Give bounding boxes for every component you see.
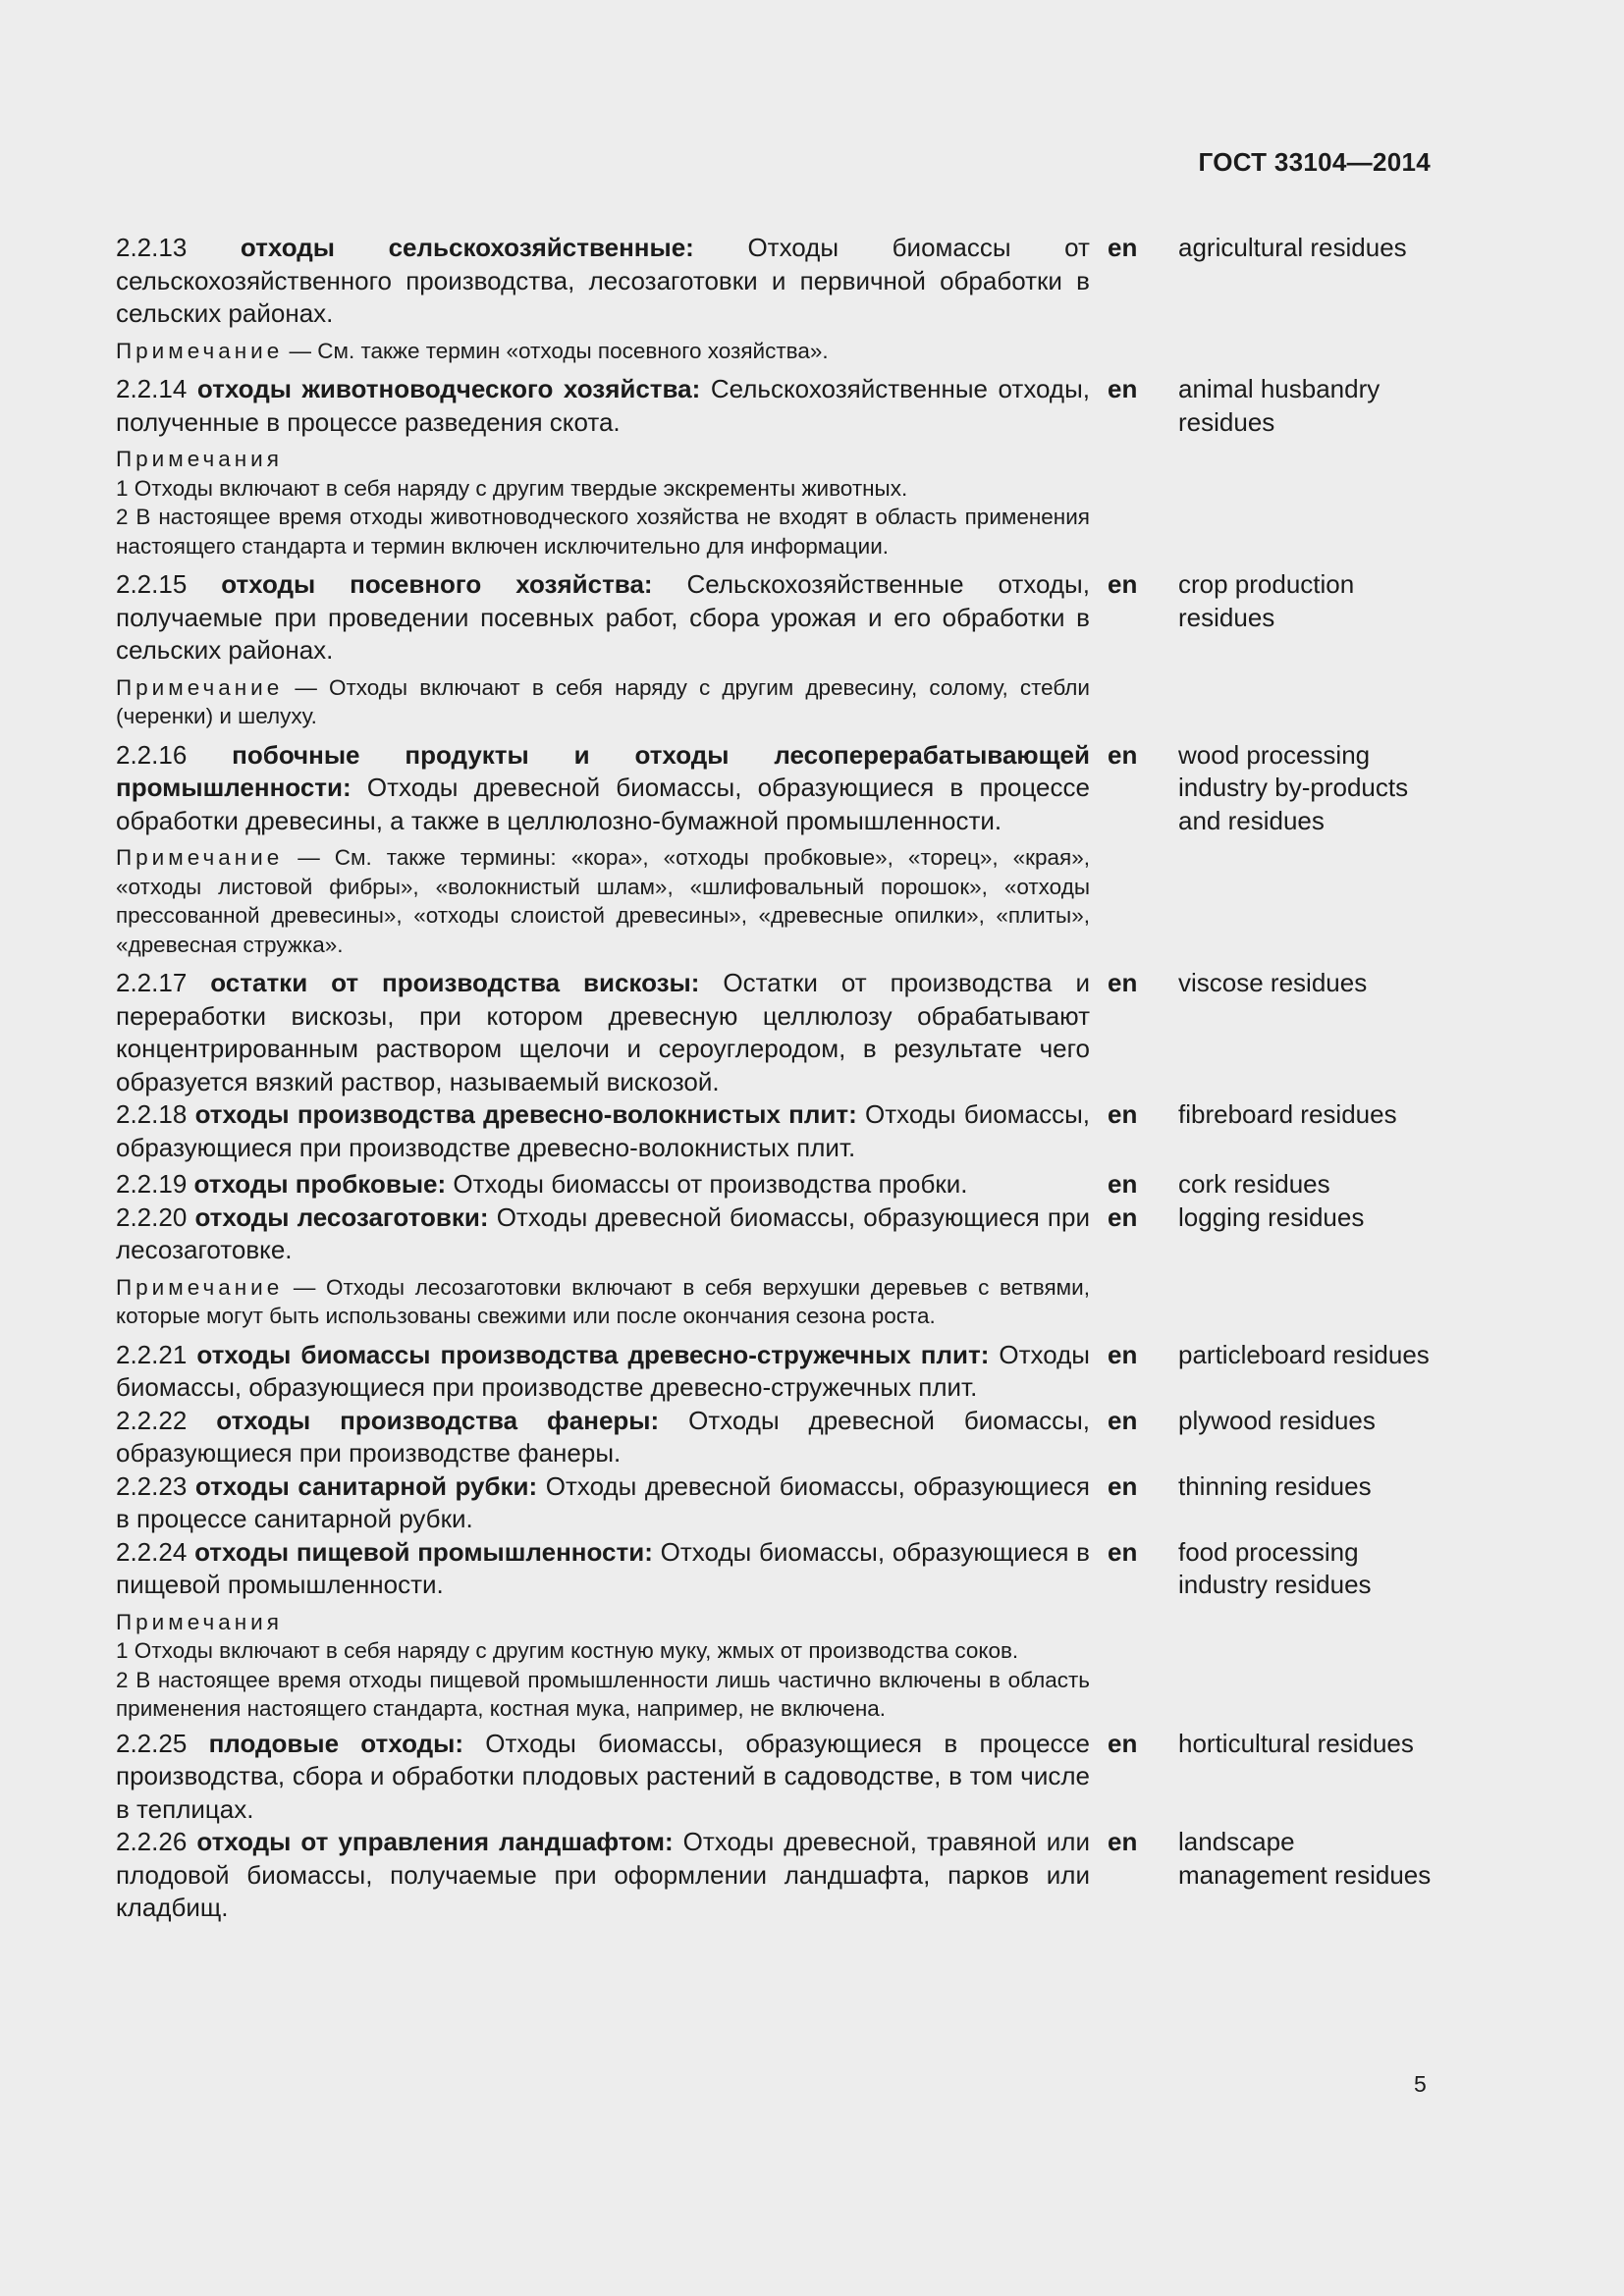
term-number: 2.2.14 xyxy=(116,374,188,403)
notes-title: Примечания xyxy=(116,1609,283,1634)
note-dash: — xyxy=(295,674,317,700)
note-item: 1 Отходы включают в себя наряду с другим твердые экскременты животных. xyxy=(116,475,908,501)
term-definition xyxy=(116,1339,1090,1405)
term-notes xyxy=(116,445,1090,561)
definition-text: Отходы биомассы от производства пробки. xyxy=(453,1169,968,1199)
english-equivalent: crop production residues xyxy=(1178,569,1355,632)
term-definition xyxy=(116,1405,1090,1470)
term-entry xyxy=(116,1098,1432,1164)
term-name: отходы пробковые: xyxy=(193,1169,447,1199)
language-code: en xyxy=(1108,968,1138,997)
note-label: Примечание xyxy=(116,1274,284,1300)
term-note xyxy=(116,843,1090,959)
definition-text: Отходы биомассы, образующиеся при производстве древесно-стружечных плит. xyxy=(116,1339,1090,1402)
note-text: Отходы включают в себя наряду с другим древесину, солому, стебли (черенки) и шелуху. xyxy=(116,674,1090,728)
english-equivalent: wood processing industry by-products and residues xyxy=(1178,739,1409,835)
english-equivalent: particleboard residues xyxy=(1178,1339,1430,1369)
definition-text: Отходы древесной, травяной или плодовой биомассы, получаемые при оформлении ландшафта, парков или кладбищ. xyxy=(116,1827,1090,1922)
term-entry xyxy=(116,739,1432,964)
term-number: 2.2.18 xyxy=(116,1099,188,1129)
term-name: отходы посевного хозяйства: xyxy=(221,569,653,599)
terms-list xyxy=(116,232,1432,1925)
language-code: en xyxy=(1108,1827,1138,1856)
definition-text: Сельскохозяйственные отходы, полученные в процессе разведения скота. xyxy=(116,374,1091,437)
term-entry xyxy=(116,1728,1432,1827)
definition-text: Отходы биомассы от сельскохозяйственного производства, лесозаготовки и первичной обработки в сельских районах. xyxy=(116,233,1090,328)
term-number: 2.2.20 xyxy=(116,1201,188,1232)
definition-text: Остатки от производства и переработки вискозы, при котором древесную целлюлозу обрабатывают концентрированным раствором щелочи и сероуглеродом, в результате чего образуется вязкий раствор, называемый вискозой. xyxy=(116,968,1090,1096)
term-entry xyxy=(116,1536,1432,1728)
note-label: Примечание xyxy=(116,674,284,700)
term-number: 2.2.21 xyxy=(116,1339,188,1369)
note-dash: — xyxy=(289,338,311,363)
definition-text: Отходы древесной биомассы, образующиеся в процессе обработки древесины, а также в целлюлозно-бумажной промышленности. xyxy=(116,773,1090,835)
term-name: побочные продукты и отходы лесоперерабатывающей промышленности: xyxy=(116,739,1090,802)
note-dash: — xyxy=(298,845,320,870)
english-equivalent: thinning residues xyxy=(1178,1470,1372,1501)
language-code: en xyxy=(1108,1405,1138,1435)
english-equivalent: food processing industry residues xyxy=(1178,1536,1372,1599)
definition-text: Отходы древесной биомассы, образующиеся при производстве фанеры. xyxy=(116,1405,1090,1468)
term-definition xyxy=(116,1098,1090,1164)
term-name: отходы лесозаготовки: xyxy=(194,1201,489,1232)
note-item: 1 Отходы включают в себя наряду с другим костную муку, жмых от производства соков. xyxy=(116,1638,1019,1663)
term-name: отходы пищевой промышленности: xyxy=(194,1536,653,1567)
term-entry xyxy=(116,232,1432,369)
definition-text: Отходы древесной биомассы, образующиеся в процессе санитарной рубки. xyxy=(116,1470,1090,1533)
english-equivalent: cork residues xyxy=(1178,1169,1330,1199)
term-number: 2.2.24 xyxy=(116,1536,188,1567)
term-definition xyxy=(116,373,1090,439)
term-name: отходы производства фанеры: xyxy=(216,1405,660,1435)
term-name: отходы биомассы производства древесно-стружечных плит: xyxy=(196,1339,990,1369)
term-definition xyxy=(116,1826,1090,1925)
english-equivalent: animal husbandry residues xyxy=(1178,374,1380,437)
language-code: en xyxy=(1108,739,1138,770)
term-note xyxy=(116,673,1090,731)
term-entry xyxy=(116,568,1432,735)
note-item: 2 В настоящее время отходы пищевой промышленности лишь частично включены в область применения настоящего стандарта, костная мука, например, не включена. xyxy=(116,1667,1090,1721)
term-definition xyxy=(116,1728,1090,1827)
note-label: Примечание xyxy=(116,845,284,870)
term-name: остатки от производства вискозы: xyxy=(210,968,700,997)
language-code: en xyxy=(1108,1470,1138,1501)
term-entry xyxy=(116,967,1432,1098)
english-equivalent: horticultural residues xyxy=(1178,1728,1414,1758)
term-number: 2.2.15 xyxy=(116,569,188,599)
note-text: См. также термин «отходы посевного хозяйства». xyxy=(317,338,829,363)
english-equivalent: viscose residues xyxy=(1178,968,1368,997)
page-number: 5 xyxy=(1414,2071,1427,2097)
term-number: 2.2.22 xyxy=(116,1405,188,1435)
term-definition xyxy=(116,739,1090,838)
term-number: 2.2.26 xyxy=(116,1827,188,1856)
note-text: Отходы лесозаготовки включают в себя верхушки деревьев с ветвями, которые могут быть использованы свежими или после окончания сезона роста. xyxy=(116,1274,1090,1328)
term-number: 2.2.13 xyxy=(116,233,188,262)
language-code: en xyxy=(1108,1536,1138,1567)
definition-text: Отходы биомассы, образующиеся в процессе производства, сбора и обработки плодовых растений в садоводстве, в том числе в теплицах. xyxy=(116,1728,1090,1824)
english-equivalent: landscape management residues xyxy=(1178,1827,1432,1890)
term-name: отходы производства древесно-волокнистых плит: xyxy=(194,1099,857,1129)
term-entry xyxy=(116,1826,1432,1925)
term-entry xyxy=(116,1339,1432,1405)
language-code: en xyxy=(1108,1099,1138,1129)
language-code: en xyxy=(1108,1728,1138,1758)
language-code: en xyxy=(1108,233,1138,262)
term-definition xyxy=(116,232,1090,331)
term-entry xyxy=(116,1470,1432,1536)
term-definition xyxy=(116,1168,1090,1201)
term-name: отходы санитарной рубки: xyxy=(194,1470,538,1501)
language-code: en xyxy=(1108,374,1138,403)
definition-text: Отходы биомассы, образующиеся при производстве древесно-волокнистых плит. xyxy=(116,1099,1090,1162)
note-text: См. также термины: «кора», «отходы пробковые», «торец», «края», «отходы листовой фибры», «волокнистый шлам», «шлифовальный порошок», «отходы прессованной древесины», «отходы слоистой древесины», «древесные опилки», «плиты», «древесная стружка». xyxy=(116,845,1090,957)
term-definition xyxy=(116,1536,1090,1602)
language-code: en xyxy=(1108,569,1138,599)
term-note xyxy=(116,1273,1090,1331)
term-name: плодовые отходы: xyxy=(208,1728,463,1758)
definition-text: Отходы древесной биомассы, образующиеся при лесозаготовке. xyxy=(116,1201,1090,1264)
term-number: 2.2.16 xyxy=(116,739,188,770)
note-label: Примечание xyxy=(116,338,284,363)
term-notes xyxy=(116,1608,1090,1724)
english-equivalent: logging residues xyxy=(1178,1201,1365,1232)
english-equivalent: plywood residues xyxy=(1178,1405,1376,1435)
term-name: отходы сельскохозяйственные: xyxy=(240,233,694,262)
document-header: ГОСТ 33104—2014 xyxy=(1198,147,1431,177)
term-definition xyxy=(116,568,1090,667)
term-entry xyxy=(116,1168,1432,1201)
english-equivalent: fibreboard residues xyxy=(1178,1099,1397,1129)
term-definition xyxy=(116,1470,1090,1536)
english-equivalent: agricultural residues xyxy=(1178,233,1407,262)
term-number: 2.2.23 xyxy=(116,1470,188,1501)
language-code: en xyxy=(1108,1169,1138,1199)
term-number: 2.2.25 xyxy=(116,1728,188,1758)
language-code: en xyxy=(1108,1201,1138,1232)
term-number: 2.2.19 xyxy=(116,1169,188,1199)
language-code: en xyxy=(1108,1339,1138,1369)
term-name: отходы от управления ландшафтом: xyxy=(196,1827,674,1856)
note-dash: — xyxy=(293,1274,316,1300)
note-item: 2 В настоящее время отходы животноводческого хозяйства не входят в область применения настоящего стандарта и термин включен исключительно для информации. xyxy=(116,505,1090,559)
definition-text: Сельскохозяйственные отходы, получаемые при проведении посевных работ, сбора урожая и его обработки в сельских районах. xyxy=(116,569,1090,665)
definition-text: Отходы биомассы, образующиеся в пищевой промышленности. xyxy=(116,1536,1090,1599)
term-name: отходы животноводческого хозяйства: xyxy=(196,374,701,403)
term-entry xyxy=(116,1201,1432,1335)
term-note xyxy=(116,337,1090,366)
term-definition xyxy=(116,1201,1090,1267)
term-entry xyxy=(116,1405,1432,1470)
term-number: 2.2.17 xyxy=(116,968,188,997)
term-entry xyxy=(116,373,1432,564)
notes-title: Примечания xyxy=(116,447,283,471)
term-definition xyxy=(116,967,1090,1098)
